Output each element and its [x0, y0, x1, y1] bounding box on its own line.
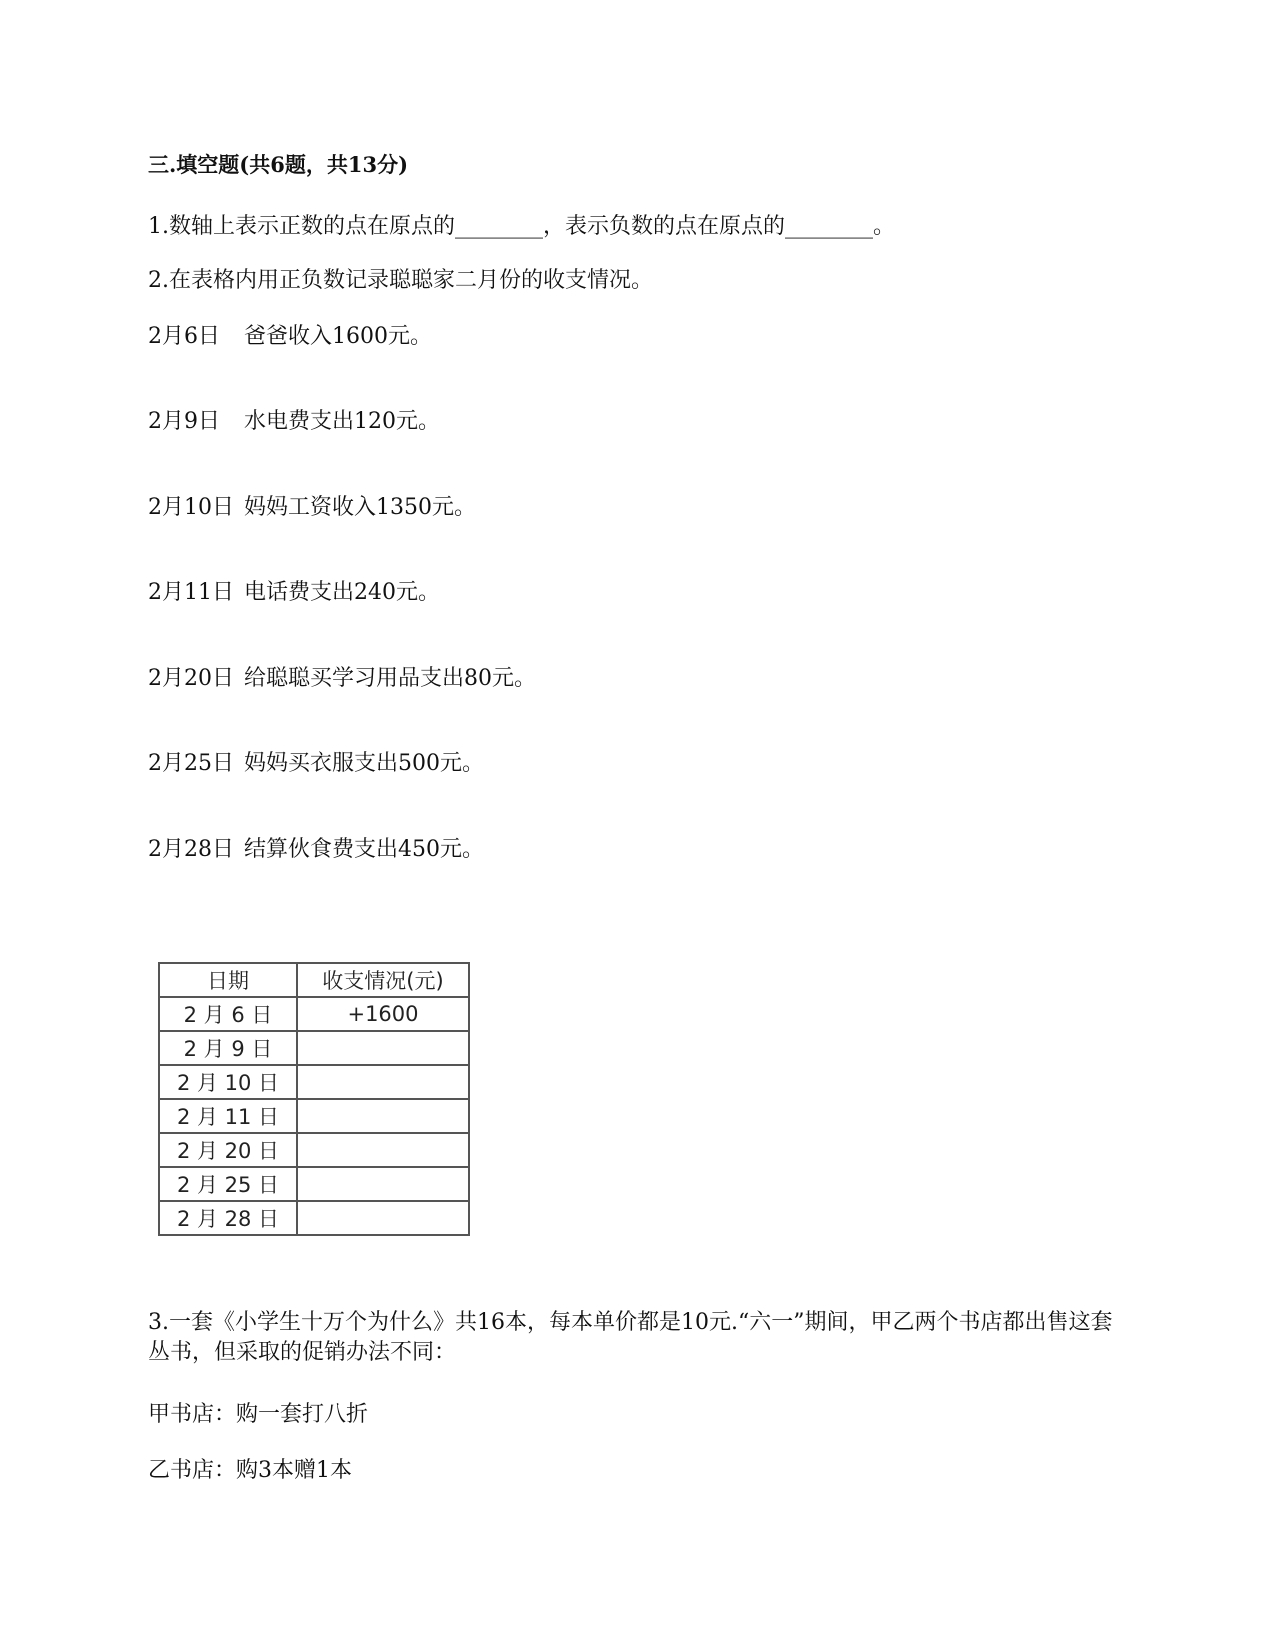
table-cell-date: 2 月 9 日	[159, 1031, 297, 1065]
section-title: 三.填空题(共6题，共13分)	[148, 152, 409, 177]
entry-date: 2月28日	[148, 837, 234, 862]
entry-row	[148, 322, 432, 352]
table-cell-amount	[297, 1099, 469, 1133]
table-cell-amount: +1600	[297, 997, 469, 1031]
question-1: 1.数轴上表示正数的点在原点的________，表示负数的点在原点的________。	[148, 214, 895, 239]
entry-row	[148, 407, 440, 437]
table-cell-date: 2 月 11 日	[159, 1099, 297, 1133]
table-cell-date: 2 月 20 日	[159, 1133, 297, 1167]
entry-text: 妈妈工资收入1350元。	[244, 495, 476, 520]
entry-text: 爸爸收入1600元。	[244, 324, 432, 349]
table-cell-date: 2 月 28 日	[159, 1201, 297, 1235]
entry-row	[148, 749, 484, 779]
entry-row	[148, 578, 440, 608]
table-row	[159, 1099, 469, 1133]
entry-row	[148, 493, 476, 523]
table-header-date: 日期	[159, 963, 297, 997]
table-cell-date: 2 月 25 日	[159, 1167, 297, 1201]
entry-row	[148, 835, 484, 865]
table-header-amount: 收支情况(元)	[297, 963, 469, 997]
entry-text: 妈妈买衣服支出500元。	[244, 751, 484, 776]
income-expense-table	[158, 962, 470, 1236]
entry-date: 2月25日	[148, 751, 234, 776]
table-row	[159, 1133, 469, 1167]
table-row	[159, 997, 469, 1031]
question-3: 3.一套《小学生十万个为什么》共16本，每本单价都是10元.“六一”期间，甲乙两个书店都出售这套丛书，但采取的促销办法不同：	[148, 1310, 1113, 1365]
entry-text: 结算伙食费支出450元。	[244, 837, 484, 862]
store-a-offer: 甲书店：购一套打八折	[148, 1402, 369, 1427]
entry-date: 2月10日	[148, 495, 234, 520]
table-row	[159, 1201, 469, 1235]
entry-date: 2月6日	[148, 324, 220, 349]
table-cell-amount	[297, 1133, 469, 1167]
entry-row	[148, 664, 536, 694]
entry-text: 电话费支出240元。	[244, 580, 440, 605]
store-b-offer: 乙书店：购3本赠1本	[148, 1458, 352, 1483]
table-row	[159, 1031, 469, 1065]
entry-text: 水电费支出120元。	[244, 409, 440, 434]
table-header-row	[159, 963, 469, 997]
question-2: 2.在表格内用正负数记录聪聪家二月份的收支情况。	[148, 268, 653, 293]
entry-date: 2月11日	[148, 580, 234, 605]
table-cell-amount	[297, 1031, 469, 1065]
table-cell-amount	[297, 1201, 469, 1235]
entry-date: 2月20日	[148, 666, 234, 691]
entry-text: 给聪聪买学习用品支出80元。	[244, 666, 536, 691]
table-row	[159, 1065, 469, 1099]
table-cell-date: 2 月 10 日	[159, 1065, 297, 1099]
table-row	[159, 1167, 469, 1201]
entry-date: 2月9日	[148, 409, 220, 434]
table-cell-amount	[297, 1065, 469, 1099]
table-cell-amount	[297, 1167, 469, 1201]
table-cell-date: 2 月 6 日	[159, 997, 297, 1031]
